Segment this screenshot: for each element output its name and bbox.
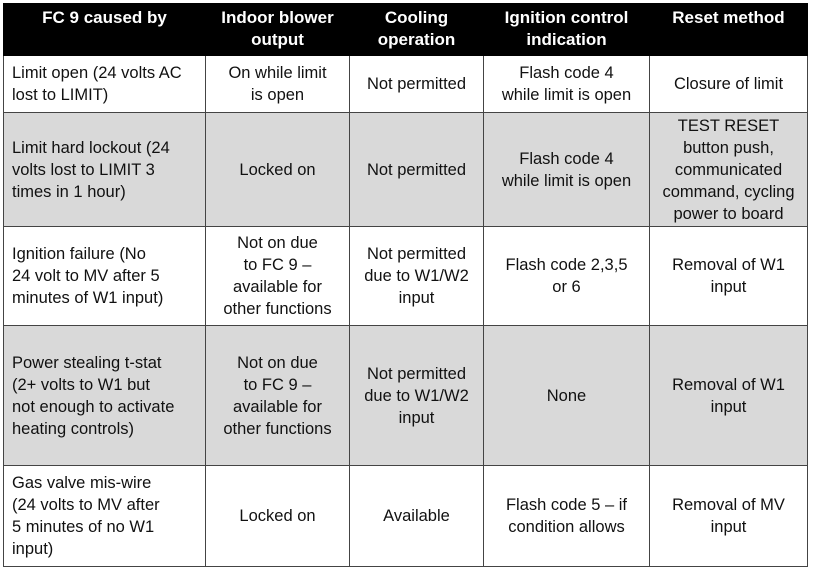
fc9-table: [3, 3, 808, 567]
cell-ignition-indication: Flash code 4 while limit is open: [484, 56, 650, 113]
cell-reset-method: TEST RESET button push, communicated command, cycling power to board: [650, 113, 808, 227]
cell-cooling: Available: [350, 466, 484, 567]
header-row: [4, 4, 808, 56]
cell-cooling: Not permitted due to W1/W2 input: [350, 227, 484, 326]
cell-indoor-blower: On while limit is open: [206, 56, 350, 113]
cell-indoor-blower: Locked on: [206, 113, 350, 227]
cell-indoor-blower: Locked on: [206, 466, 350, 567]
cell-cooling: Not permitted due to W1/W2 input: [350, 326, 484, 466]
cell-cause: Ignition failure (No 24 volt to MV after 5 minutes of W1 input): [4, 227, 206, 326]
cell-cooling: Not permitted: [350, 113, 484, 227]
cell-reset-method: Closure of limit: [650, 56, 808, 113]
cell-reset-method: Removal of W1 input: [650, 326, 808, 466]
cell-reset-method: Removal of MV input: [650, 466, 808, 567]
header-reset-method: Reset method: [650, 4, 808, 56]
table-row: [4, 466, 808, 567]
fc9-table-container: [3, 3, 807, 567]
cell-indoor-blower: Not on due to FC 9 – available for other functions: [206, 326, 350, 466]
cell-cooling: Not permitted: [350, 56, 484, 113]
cell-ignition-indication: Flash code 2,3,5 or 6: [484, 227, 650, 326]
cell-reset-method: Removal of W1 input: [650, 227, 808, 326]
cell-cause: Limit open (24 volts AC lost to LIMIT): [4, 56, 206, 113]
table-row: [4, 326, 808, 466]
header-ignition-indication: Ignition control indication: [484, 4, 650, 56]
table-row: [4, 227, 808, 326]
header-indoor-blower: Indoor blower output: [206, 4, 350, 56]
cell-cause: Gas valve mis-wire (24 volts to MV after 5 minutes of no W1 input): [4, 466, 206, 567]
cell-indoor-blower: Not on due to FC 9 – available for other functions: [206, 227, 350, 326]
table-row: [4, 56, 808, 113]
header-cooling: Cooling operation: [350, 4, 484, 56]
header-cause: FC 9 caused by: [4, 4, 206, 56]
cell-ignition-indication: None: [484, 326, 650, 466]
cell-cause: Limit hard lockout (24 volts lost to LIMIT 3 times in 1 hour): [4, 113, 206, 227]
cell-ignition-indication: Flash code 4 while limit is open: [484, 113, 650, 227]
cell-ignition-indication: Flash code 5 – if condition allows: [484, 466, 650, 567]
cell-cause: Power stealing t-stat (2+ volts to W1 but not enough to activate heating controls): [4, 326, 206, 466]
table-row: [4, 113, 808, 227]
